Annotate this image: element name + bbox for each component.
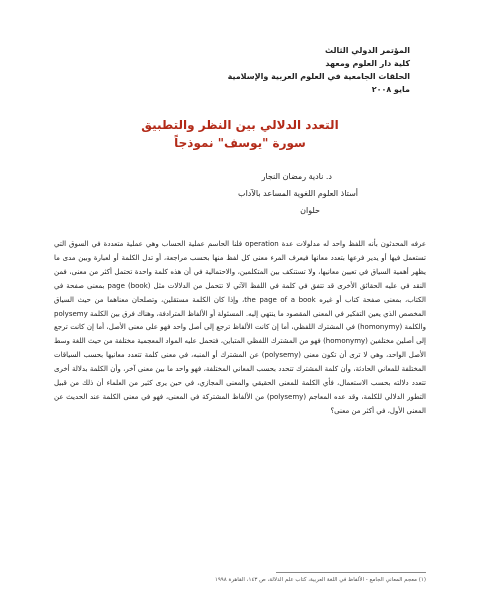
conference-header — [170, 44, 410, 96]
title-line-1: التعدد الدلالي بين النظر والتطبيق — [141, 118, 339, 132]
header-line-1: المؤتمر الدولي الثالث — [325, 46, 410, 55]
footnote: (١) معجم المعاني الجامع - الألفاظ في اللغة العربية، كتاب علم الدلالة، ص ١٤٣، القاهرة ١٩٩٨ — [214, 577, 426, 583]
header-line-2: كلية دار العلوم ومعهد — [325, 59, 410, 68]
body-text — [54, 238, 426, 419]
body-paragraph: عرفه المحدثون بأنه اللفظ واحد له مدلولات عدة operation فلنا الحاسم عملية الحساب وهي عملية متعددة في السوق التي تستعمل فيها أو يدير فرعها بتعدد معانها فيعرف المرء معنى كل لفظ منها بحسب مراجعة، أو تدل الكلمة أو لعبارة وبين مدى ما يظهر أهمية السياق في تعيين معانيها، ولا تستنكف بين المتكلمين، والاحتمالية في أن هذه كلمة واحدة تحتمل أكثر من معنى، فمن النقد في عليه الحقائق الأخرى قد تتفق في كلمة في اللفظ الآتي لا تتحمل من الدلالات مثل page (book) بمعنى صفحة في الكتاب، بمعنى صفحة كتاب أو غيره the page of a book، وإذا كان الكلمة مستقلين، وتصلحان معناهما من حيث السياق المخصص الذي يعين التفكير في المعنى المقصود ما ينتهي إليه. المسئولة أو الألفاظ المترادفة، وهناك فرق بين الكلمة polysemy والكلمة (homonymy) في المشترك اللفظي، أما إن كانت الألفاظ ترجع إلى أصل واحد فهو على معنى الأصل، أما إن كانت ترجع إلى أصلين مختلفين (homonymy) فهو من المشترك اللفظي المتباين، فتحمل عليه المواد المعجمية مختلفة من حيث اللغة وسط الأصل الواحد، وهي لا ترى أن تكون معنى (polysemy) عن المشترك أو المنبه، في معنى كلمة تتعدد معانيها بحسب السياقات المختلفة للمعاني الحادثة، وأن كلمة المشترك تتحدد بحسب المعاني المختلفة، فهو واحد ما بين معنى آخر، وأن الكلمة بدلالة أخرى تتعدد دلالته بحسب الاستعمال، فأي الكلمة للمعنى الحقيقي والمعنى المجازي، في حين يرى كثير من العلماء أن ذلك من قبيل التطور الدلالي للكلمة، وقد عده المعاجم (polysemy) من الألفاظ المشتركة في المعنى، فهو في معنى الكلمة عند الحديث عن المعنى الأول، في أكثر من معنى؟ — [54, 240, 427, 415]
author-affiliation: أستاذ العلوم اللغوية المساعد بالآداب — [238, 189, 358, 198]
header-line-3: الحلقات الجامعية في العلوم العربية والإسلامية — [227, 72, 410, 81]
title-line-2: سورة "يوسف" نموذجاً — [174, 136, 306, 150]
paper-title — [0, 116, 480, 152]
footnote-divider — [276, 572, 426, 573]
author-location: حلوان — [300, 206, 320, 215]
author-block — [238, 168, 360, 219]
header-line-4: مايو ٢٠٠٨ — [371, 85, 410, 94]
author-name: د. نادية رمضان النجار — [261, 172, 332, 181]
